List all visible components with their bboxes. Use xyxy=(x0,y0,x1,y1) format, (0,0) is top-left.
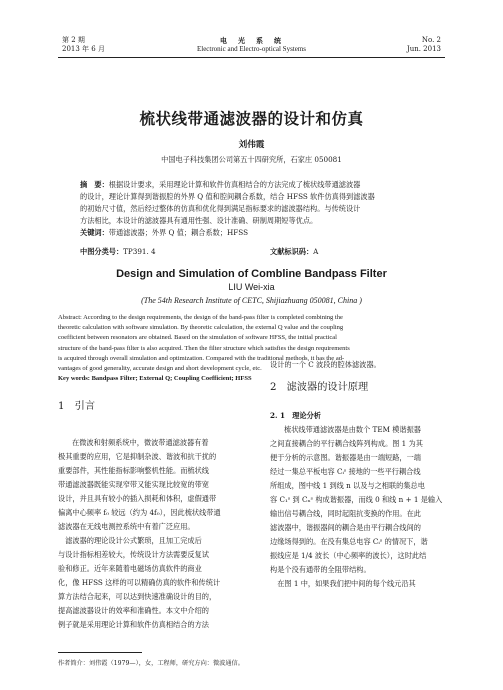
section1-body xyxy=(58,436,246,632)
header-issue: 第 2 期 xyxy=(62,36,85,44)
keywords-cn-line xyxy=(80,227,437,239)
body-line: 偏离中心频率 f₀ 较远（约为 4f₀），因此梳状线带通 xyxy=(58,508,221,517)
body-line: 例子就是采用理论计算和软件仿真相结合的方法 xyxy=(58,620,209,629)
section2-heading: 2 滤波器的设计原理 xyxy=(270,382,369,393)
keywords-en-line: Key words: Bandpass Filter; External Q; Coupling Coefficient; HFSS xyxy=(58,375,252,383)
body-line: 滤波器的理论设计公式繁琐，且加工完成后 xyxy=(58,536,202,545)
body-line: 振线应是 1/4 波长（中心频率的波长），这时此结 xyxy=(270,551,427,560)
body-line: 边缘场得到的。在没有集总电容 Cᵢˢ 的情况下，谐 xyxy=(270,537,428,546)
body-line: 化，像 HFSS 这样的可以精确仿真的软件和传统计 xyxy=(58,578,221,587)
paper-title-en: Design and Simulation of Combline Bandpass Filter xyxy=(116,268,387,280)
body-line: 在图 1 中，如果我们把中间的每个线元沿其 xyxy=(270,579,416,588)
abstract-en xyxy=(58,313,448,384)
abstract-label: 摘 要： xyxy=(80,180,109,189)
header-journal-cn: 电 光 系 统 xyxy=(220,36,283,45)
abstract-en-line: theoretic calculation with software simulation. By theoretic calculation, the external Q value and the coupling xyxy=(58,324,344,332)
header-no: No. 2 xyxy=(421,36,441,44)
abstract-cn-line: 的设计，理论计算得到谐振腔的外界 Q 值和腔间耦合系数，结合 HFSS 软件仿真得到滤波器 xyxy=(80,192,375,202)
body-line: 输出信号耦合线，同时起阻抗变换的作用。在此 xyxy=(270,509,421,518)
header-number-block xyxy=(407,36,441,54)
section1-heading: 1 引言 xyxy=(58,401,96,412)
body-line: 之间直接耦合的平行耦合线阵列构成。图 1 为其 xyxy=(270,439,423,448)
affiliation-en: (The 54th Research Institute of CETC, Shijiazhuang 050081, China ) xyxy=(141,296,362,305)
paper-title-cn: 梳状线带通滤波器的设计和仿真 xyxy=(139,109,364,128)
section21-heading: 2. 1 理论分析 xyxy=(270,411,321,420)
header-date-en: Jun. 2013 xyxy=(406,45,441,53)
right-intro-line: 设计的一个 C 波段的腔体滤波器。 xyxy=(270,360,381,369)
doc-code-block xyxy=(270,247,318,257)
author-en: LIU Wei-xia xyxy=(228,282,275,292)
abstract-en-line: structure of the band-pass filter is also acquired. Then the filter structure which satisfies the design requirements xyxy=(58,344,350,352)
classification-row xyxy=(80,247,437,257)
body-line: 所组成，图中线 1 到线 n 以及与之相联的集总电 xyxy=(270,481,425,490)
body-line: 在微波和射频系统中，微波带通滤波器有着 xyxy=(72,438,209,447)
body-line: 构是个没有通带的全阻带结构。 xyxy=(270,565,371,574)
body-line: 便于分析的示意图。谐振器是由一端短路，一端 xyxy=(270,453,421,462)
body-line: 与设计指标相差较大，传统设计方法需要反复试 xyxy=(58,550,209,559)
body-line: 滤波器在无线电测控系统中有着广泛应用。 xyxy=(58,522,195,531)
body-line: 验和修正。近年来随着电磁场仿真软件的商业 xyxy=(58,564,202,573)
author-cn: 刘伟霞 xyxy=(238,140,265,150)
header-journal-en: Electronic and Electro-optical Systems xyxy=(196,45,307,53)
body-line: 设计，并且具有较小的插入损耗和体积，虚假通带 xyxy=(58,494,217,503)
body-line: 梳状线带通滤波器是由数个 TEM 模谐振器 xyxy=(284,425,421,434)
doc-code: A xyxy=(313,247,319,256)
body-line: 经过一集总平板电容 Cᵢˢ 接地的一些平行耦合线 xyxy=(270,467,421,476)
doc-label: 文献标识码： xyxy=(270,247,314,256)
abstract-cn-line: 的初始尺寸值，然后经过整体的仿真和优化得到满足指标要求的滤波器结构。与传统设计 xyxy=(80,204,361,214)
footnote-rule xyxy=(58,652,142,653)
body-line: 带通滤波器既能实现窄带又能实现比较宽的带宽 xyxy=(58,480,209,489)
abstract-cn xyxy=(80,179,437,239)
author-footnote: 作者简介：刘伟霞（1979—），女，工程师，研究方向：微波通信。 xyxy=(58,660,244,667)
body-line: 算方法结合起来，可以达到快速准确设计的目的， xyxy=(58,592,217,601)
header-date-cn: 2013 年 6 月 xyxy=(62,45,105,53)
abstract-en-line: coefficient between resonators are obtained. Based on the simulation of software HFSS, the initial practical xyxy=(58,334,337,342)
abstract-cn-line: 方法相比，本设计的滤波器具有通用性强、设计准确、研制周期短等优点。 xyxy=(80,216,318,226)
abstract-cn-line xyxy=(80,179,437,191)
section21-body xyxy=(270,423,460,591)
keywords-cn: 带通滤波器；外界 Q 值；耦合系数；HFSS xyxy=(108,228,249,238)
keywords-label: 关键词： xyxy=(80,228,109,238)
body-line: 重要部件，其性能指标影响整机性能。而梳状线 xyxy=(58,466,209,475)
affiliation-cn: 中国电子科技集团公司第五十四研究所，石家庄 050081 xyxy=(161,155,342,164)
class-no: TP391. 4 xyxy=(123,247,156,256)
abstract-en-line: Abstract: According to the design requirements, the design of the band-pass filter is completed combining the xyxy=(58,314,343,321)
class-label: 中图分类号： xyxy=(80,247,124,256)
body-line: 容 C₁ˢ 到 Cₙˢ 构成谐振器，而线 0 和线 n + 1 是输入 xyxy=(270,495,443,504)
body-line: 滤波器中，谐振器间的耦合是由平行耦合线间的 xyxy=(270,523,421,532)
abstract-cn-text: 根据设计要求，采用理论计算和软件仿真相结合的方法完成了梳状线带通滤波器 xyxy=(108,180,361,189)
abstract-en-line: vantages of good generality, accurate design and short development cycle, etc. xyxy=(58,365,262,373)
abstract-en-line: is acquired through overall simulation and optimization. Compared with the traditional methods, it has the ad- xyxy=(58,354,345,362)
body-line: 极其重要的应用，它是抑制杂波、谐波和抗干扰的 xyxy=(58,452,217,461)
header-rule xyxy=(58,57,445,58)
body-line: 提高滤波器设计的效率和准确性。本文中介绍的 xyxy=(58,606,209,615)
